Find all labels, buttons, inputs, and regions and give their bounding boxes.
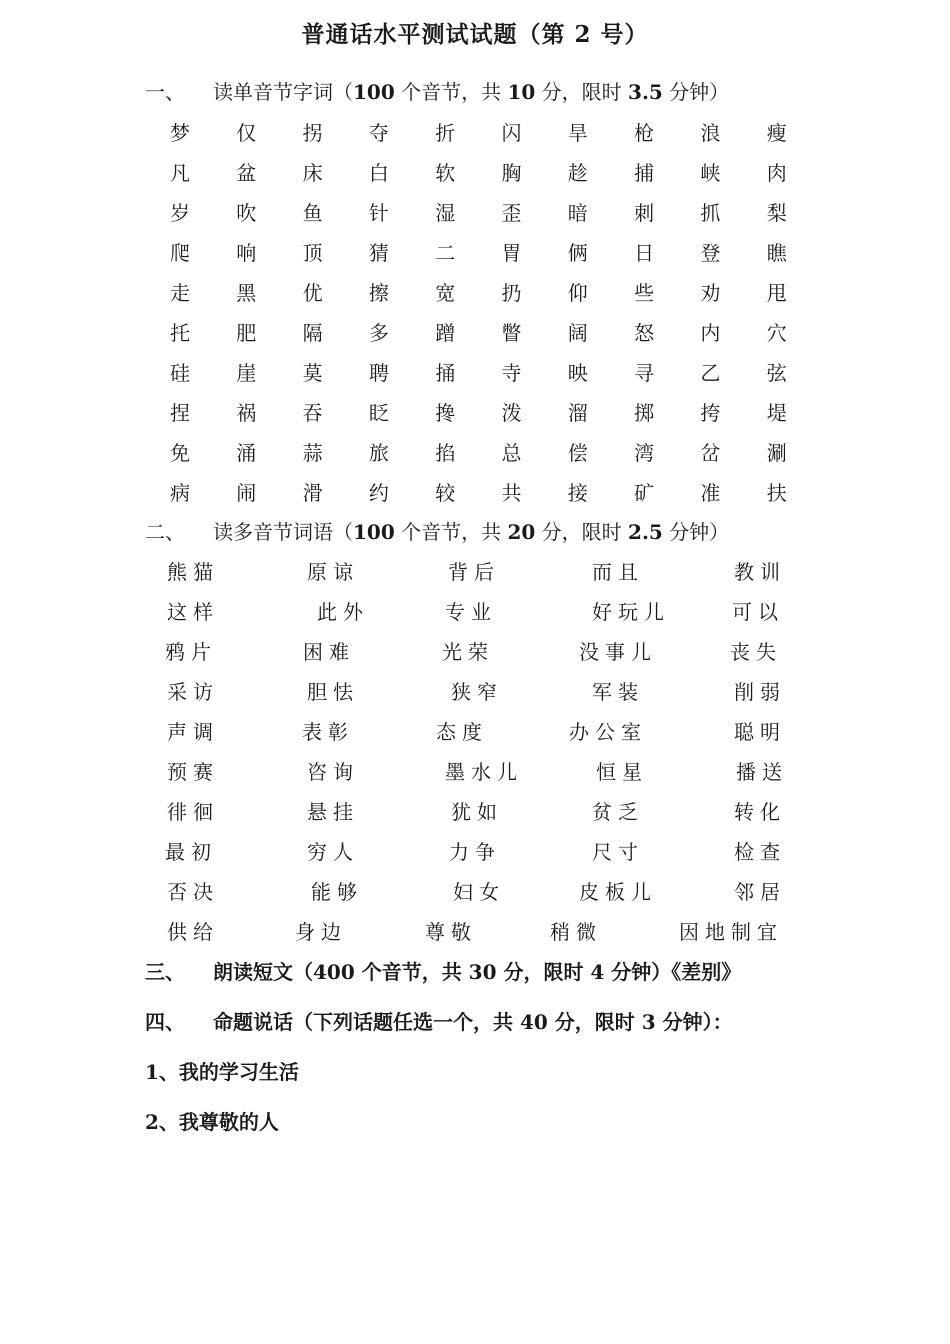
char-cell: 穴 bbox=[766, 321, 787, 345]
char-cell: 日 bbox=[634, 241, 655, 265]
page-title: 普通话水平测试试题（第 2 号） bbox=[301, 21, 649, 48]
word-cell: 丧失 bbox=[730, 640, 782, 664]
word-cell: 没事儿 bbox=[579, 640, 657, 664]
word-cell: 徘徊 bbox=[167, 800, 219, 824]
word-cell: 此外 bbox=[317, 600, 369, 624]
section-4-heading bbox=[145, 1006, 733, 1035]
char-cell: 旅 bbox=[368, 441, 389, 465]
section-1-count: 100 bbox=[353, 80, 395, 104]
word-cell: 因地制宜 bbox=[679, 920, 783, 944]
word-cell: 能够 bbox=[311, 880, 363, 904]
section-1-heading bbox=[145, 76, 729, 105]
char-cell: 掷 bbox=[634, 401, 655, 425]
char-cell: 内 bbox=[700, 321, 721, 345]
word-cell: 原谅 bbox=[307, 560, 359, 584]
char-cell: 乙 bbox=[700, 361, 721, 385]
word-cell: 墨水儿 bbox=[445, 760, 523, 784]
char-cell: 蹭 bbox=[435, 321, 456, 345]
word-cell: 供给 bbox=[167, 920, 219, 944]
char-cell: 二 bbox=[435, 241, 456, 265]
char-cell: 蒜 bbox=[302, 441, 323, 465]
multi-syllable-word-grid bbox=[145, 556, 795, 956]
char-cell: 暗 bbox=[567, 201, 588, 225]
char-cell: 吞 bbox=[302, 401, 323, 425]
word-row bbox=[145, 836, 795, 876]
char-cell: 盆 bbox=[236, 161, 257, 185]
char-cell: 搀 bbox=[435, 401, 456, 425]
char-cell: 约 bbox=[368, 481, 389, 505]
word-cell: 背后 bbox=[448, 560, 500, 584]
word-cell: 削弱 bbox=[734, 680, 786, 704]
char-cell: 甩 bbox=[766, 281, 787, 305]
word-cell: 最初 bbox=[165, 840, 217, 864]
section-1-text-f: 分钟） bbox=[662, 80, 730, 104]
section-2-number: 二、 bbox=[145, 520, 185, 544]
char-cell: 溜 bbox=[567, 401, 588, 425]
char-cell: 弦 bbox=[766, 361, 787, 385]
word-cell: 态度 bbox=[436, 720, 488, 744]
char-cell: 肉 bbox=[766, 161, 787, 185]
char-cell: 刺 bbox=[634, 201, 655, 225]
char-cell: 走 bbox=[170, 281, 190, 305]
topic-item-1: 1、我的学习生活 bbox=[145, 1060, 299, 1084]
section-1-time: 3.5 bbox=[628, 80, 663, 104]
char-cell: 俩 bbox=[567, 241, 588, 265]
char-cell: 针 bbox=[368, 201, 389, 225]
char-cell: 些 bbox=[634, 281, 655, 305]
char-cell: 床 bbox=[302, 161, 323, 185]
char-cell: 接 bbox=[567, 481, 588, 505]
word-row bbox=[145, 756, 795, 796]
section-2-score: 20 bbox=[507, 520, 536, 544]
char-cell: 趁 bbox=[567, 161, 588, 185]
section-2-text-b: 个音节，共 bbox=[394, 520, 508, 544]
word-cell: 悬挂 bbox=[307, 800, 359, 824]
char-cell: 擦 bbox=[368, 281, 389, 305]
word-row bbox=[145, 716, 795, 756]
char-cell: 病 bbox=[170, 481, 190, 505]
word-row bbox=[145, 876, 795, 916]
char-cell: 涮 bbox=[766, 441, 787, 465]
topic-item-2: 2、我尊敬的人 bbox=[145, 1110, 279, 1134]
word-cell: 鸦片 bbox=[165, 640, 217, 664]
char-cell: 托 bbox=[170, 321, 190, 345]
char-cell: 吹 bbox=[236, 201, 257, 225]
char-cell: 浪 bbox=[700, 121, 721, 145]
char-cell: 矿 bbox=[634, 481, 655, 505]
char-cell: 梦 bbox=[170, 121, 190, 145]
section-1-text-b: 个音节，共 bbox=[394, 80, 508, 104]
char-cell: 瘦 bbox=[766, 121, 787, 145]
section-2-text-d: 分，限时 bbox=[535, 520, 629, 544]
char-cell: 顶 bbox=[302, 241, 323, 265]
section-1-text-d: 分，限时 bbox=[535, 80, 629, 104]
char-cell: 岁 bbox=[170, 201, 190, 225]
char-cell: 总 bbox=[501, 441, 522, 465]
char-cell: 枪 bbox=[634, 121, 655, 145]
word-cell: 否决 bbox=[167, 880, 219, 904]
word-row bbox=[145, 596, 795, 636]
word-cell: 力争 bbox=[449, 840, 501, 864]
word-row bbox=[145, 916, 795, 956]
word-cell: 聪明 bbox=[734, 720, 786, 744]
char-cell: 莫 bbox=[302, 361, 323, 385]
word-row bbox=[145, 676, 795, 716]
word-cell: 熊猫 bbox=[167, 560, 219, 584]
char-cell: 折 bbox=[435, 121, 456, 145]
section-3-text: 朗读短文（400 个音节，共 30 分，限时 4 分钟）《差别》 bbox=[213, 960, 742, 984]
char-cell: 崖 bbox=[236, 361, 257, 385]
char-cell: 寻 bbox=[634, 361, 655, 385]
char-cell: 泼 bbox=[501, 401, 522, 425]
char-cell: 岔 bbox=[700, 441, 721, 465]
word-cell: 尊敬 bbox=[425, 920, 477, 944]
char-cell: 峡 bbox=[700, 161, 721, 185]
char-cell: 胸 bbox=[501, 161, 522, 185]
char-cell: 扔 bbox=[501, 281, 522, 305]
word-cell: 穷人 bbox=[307, 840, 359, 864]
char-cell: 共 bbox=[501, 481, 522, 505]
char-cell: 劝 bbox=[700, 281, 721, 305]
char-cell: 准 bbox=[700, 481, 721, 505]
section-3-heading bbox=[145, 956, 741, 985]
word-cell: 军装 bbox=[592, 680, 644, 704]
char-cell: 猜 bbox=[368, 241, 389, 265]
char-cell: 仅 bbox=[236, 121, 257, 145]
word-cell: 检查 bbox=[734, 840, 786, 864]
char-cell: 肥 bbox=[236, 321, 257, 345]
char-cell: 怒 bbox=[634, 321, 655, 345]
char-cell: 捏 bbox=[170, 401, 190, 425]
char-cell: 阔 bbox=[567, 321, 588, 345]
word-cell: 邻居 bbox=[734, 880, 786, 904]
char-cell: 偿 bbox=[567, 441, 588, 465]
word-cell: 预赛 bbox=[167, 760, 219, 784]
char-cell: 拐 bbox=[302, 121, 323, 145]
word-cell: 咨询 bbox=[307, 760, 359, 784]
char-cell: 凡 bbox=[170, 161, 190, 185]
word-cell: 胆怯 bbox=[307, 680, 359, 704]
word-cell: 好玩儿 bbox=[592, 600, 670, 624]
char-cell: 鱼 bbox=[302, 201, 323, 225]
word-cell: 转化 bbox=[734, 800, 786, 824]
char-cell: 瞧 bbox=[766, 241, 787, 265]
word-cell: 狭窄 bbox=[451, 680, 503, 704]
char-cell: 湿 bbox=[435, 201, 456, 225]
char-cell: 祸 bbox=[236, 401, 257, 425]
word-cell: 专业 bbox=[445, 600, 497, 624]
char-cell: 白 bbox=[368, 161, 389, 185]
char-cell: 隔 bbox=[302, 321, 323, 345]
char-cell: 闪 bbox=[501, 121, 522, 145]
char-cell: 硅 bbox=[170, 361, 190, 385]
char-cell: 涌 bbox=[236, 441, 257, 465]
char-cell: 优 bbox=[302, 281, 323, 305]
word-cell: 教训 bbox=[734, 560, 786, 584]
section-3-number: 三、 bbox=[145, 960, 185, 984]
section-1-number: 一、 bbox=[145, 80, 185, 104]
word-cell: 尺寸 bbox=[592, 840, 644, 864]
word-cell: 皮板儿 bbox=[579, 880, 657, 904]
char-cell: 闹 bbox=[236, 481, 257, 505]
section-2-text-f: 分钟） bbox=[662, 520, 730, 544]
char-cell: 寺 bbox=[501, 361, 522, 385]
word-cell: 可以 bbox=[732, 600, 784, 624]
word-row bbox=[145, 556, 795, 596]
char-cell: 旱 bbox=[567, 121, 588, 145]
char-cell: 捅 bbox=[435, 361, 456, 385]
char-cell: 滑 bbox=[302, 481, 323, 505]
section-2-time: 2.5 bbox=[628, 520, 663, 544]
section-4-text: 命题说话（下列话题任选一个，共 40 分，限时 3 分钟）： bbox=[213, 1010, 733, 1034]
section-2-count: 100 bbox=[353, 520, 395, 544]
char-cell: 多 bbox=[368, 321, 389, 345]
word-cell: 身边 bbox=[295, 920, 347, 944]
word-cell: 稍微 bbox=[550, 920, 602, 944]
char-cell: 捕 bbox=[634, 161, 655, 185]
word-cell: 声调 bbox=[167, 720, 219, 744]
char-cell: 挎 bbox=[700, 401, 721, 425]
char-cell: 掐 bbox=[435, 441, 456, 465]
word-row bbox=[145, 796, 795, 836]
word-cell: 表彰 bbox=[302, 720, 354, 744]
word-cell: 犹如 bbox=[451, 800, 503, 824]
section-2-heading bbox=[145, 516, 729, 545]
char-cell: 爬 bbox=[170, 241, 190, 265]
char-cell: 黑 bbox=[236, 281, 257, 305]
section-2-text: 读多音节词语（ bbox=[213, 520, 353, 544]
word-cell: 办公室 bbox=[569, 720, 647, 744]
section-1-score: 10 bbox=[507, 80, 536, 104]
char-cell: 聘 bbox=[368, 361, 389, 385]
char-cell: 仰 bbox=[567, 281, 588, 305]
char-cell: 扶 bbox=[766, 481, 787, 505]
char-cell: 夺 bbox=[368, 121, 389, 145]
char-cell: 歪 bbox=[501, 201, 522, 225]
char-cell: 登 bbox=[700, 241, 721, 265]
char-cell: 瞥 bbox=[501, 321, 522, 345]
word-row bbox=[145, 636, 795, 676]
char-cell: 宽 bbox=[435, 281, 456, 305]
char-cell: 映 bbox=[567, 361, 588, 385]
word-cell: 播送 bbox=[736, 760, 788, 784]
char-cell: 免 bbox=[170, 441, 190, 465]
char-cell: 抓 bbox=[700, 201, 721, 225]
section-1-text: 读单音节字词（ bbox=[213, 80, 353, 104]
char-cell: 较 bbox=[435, 481, 456, 505]
char-cell: 湾 bbox=[634, 441, 655, 465]
char-cell: 梨 bbox=[766, 201, 787, 225]
word-cell: 而且 bbox=[592, 560, 644, 584]
word-cell: 困难 bbox=[303, 640, 355, 664]
word-cell: 妇女 bbox=[453, 880, 505, 904]
char-cell: 软 bbox=[435, 161, 456, 185]
char-cell: 眨 bbox=[368, 401, 389, 425]
section-4-number: 四、 bbox=[145, 1010, 185, 1034]
word-cell: 这样 bbox=[167, 600, 219, 624]
word-cell: 采访 bbox=[167, 680, 219, 704]
char-cell: 胃 bbox=[501, 241, 522, 265]
char-cell: 响 bbox=[236, 241, 257, 265]
word-cell: 贫乏 bbox=[592, 800, 644, 824]
word-cell: 光荣 bbox=[442, 640, 494, 664]
char-cell: 堤 bbox=[766, 401, 787, 425]
word-cell: 恒星 bbox=[596, 760, 648, 784]
